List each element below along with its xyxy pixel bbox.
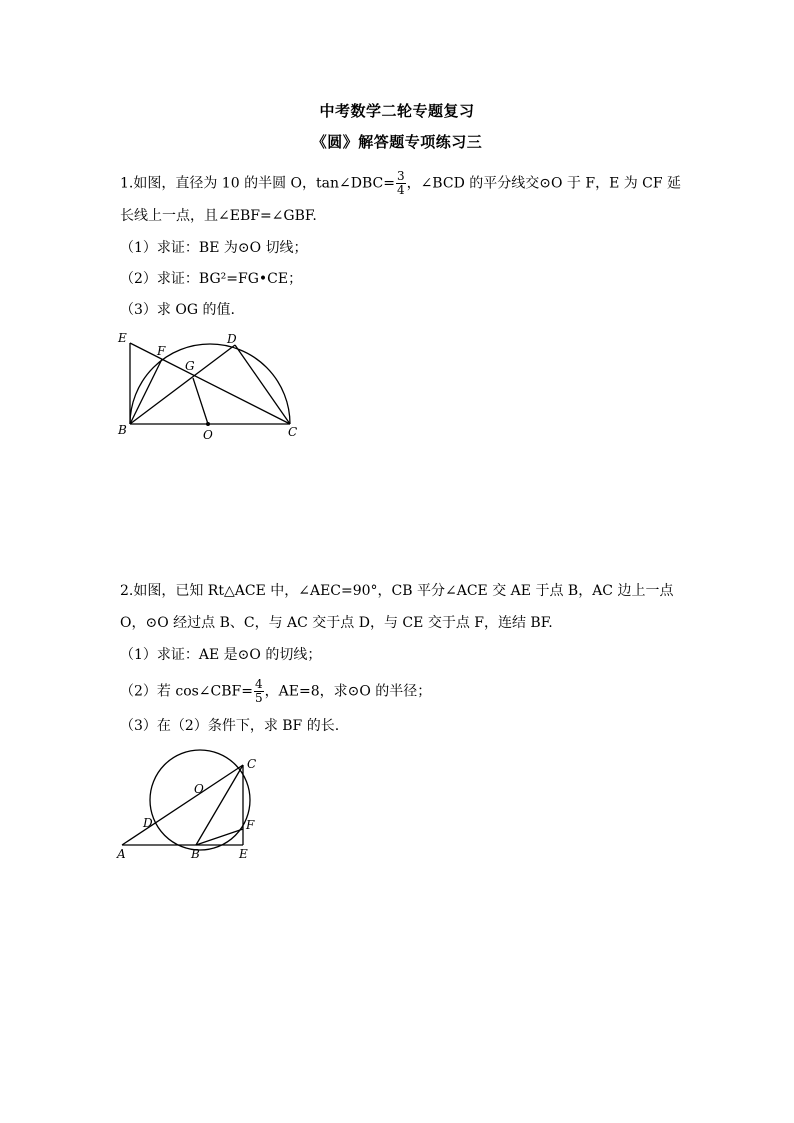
q2-label-b: B [191,847,200,861]
q1-label-c: C [288,425,298,439]
q2-fraction [254,678,264,705]
document-title: 中考数学二轮专题复习 [319,102,475,120]
q1-segment-bf [130,359,162,424]
q1-label-b: B [118,423,127,437]
q1-figure [115,328,315,443]
q1-segment-go [193,378,208,424]
q2-part1: （1）求证：AE 是⊙O 的切线； [120,647,322,663]
q1-part3: （3）求 OG 的值. [120,302,235,318]
q1-line1 [120,170,681,197]
q1-part1: （1）求证：BE 为⊙O 切线； [120,240,308,256]
q2-label-c: C [247,757,257,771]
q2-part2-text-a: （2）若 cos∠CBF= [120,683,253,700]
q1-line1-text-b: ，∠BCD 的平分线交⊙O 于 F，E 为 CF 延 [406,175,682,192]
q2-part2-text-b: ，AE=8，求⊙O 的半径； [264,683,432,700]
q2-fraction-numerator: 4 [255,677,263,691]
q1-fraction [396,170,406,197]
q1-line1-text-a: 1.如图，直径为 10 的半圆 O，tan∠DBC= [120,175,395,192]
q1-center-dot [206,422,210,426]
q2-line1: 2.如图，已知 Rt△ACE 中，∠AEC=90°，CB 平分∠ACE 交 AE 于点 B，AC 边上一点 [120,583,674,599]
q1-fraction-denominator: 4 [396,183,405,197]
q2-label-e: E [239,847,248,861]
q1-label-e: E [118,331,127,345]
q1-label-f: F [157,344,166,358]
q1-segment-ec [130,343,290,424]
q1-label-g: G [185,359,195,373]
q2-segment-bf [196,829,243,845]
q2-line2: O，⊙O 经过点 B、C，与 AC 交于点 D，与 CE 交于点 F，连结 BF. [120,615,553,631]
q1-fraction-numerator: 3 [396,169,405,183]
q1-label-d: D [227,332,237,346]
q2-segment-bc [196,765,243,845]
q1-part2: （2）求证：BG²=FG•CE； [120,271,303,287]
q2-label-f: F [246,818,255,832]
q2-part2 [120,678,431,705]
q2-segment-ac [122,765,243,845]
document-subtitle: 《圆》解答题专项练习三 [311,133,483,151]
q1-line2: 长线上一点，且∠EBF=∠GBF. [120,208,317,224]
q2-fraction-denominator: 5 [255,691,263,705]
q2-figure [115,750,265,870]
q2-part3: （3）在（2）条件下，求 BF 的长. [120,718,340,734]
q1-segment-dc [235,345,290,424]
q1-segment-bd [130,345,235,424]
q2-label-o: O [194,782,204,796]
q2-label-a: A [117,847,126,861]
q2-label-d: D [143,816,153,830]
q2-circle [150,750,250,850]
q1-label-o: O [203,428,213,442]
